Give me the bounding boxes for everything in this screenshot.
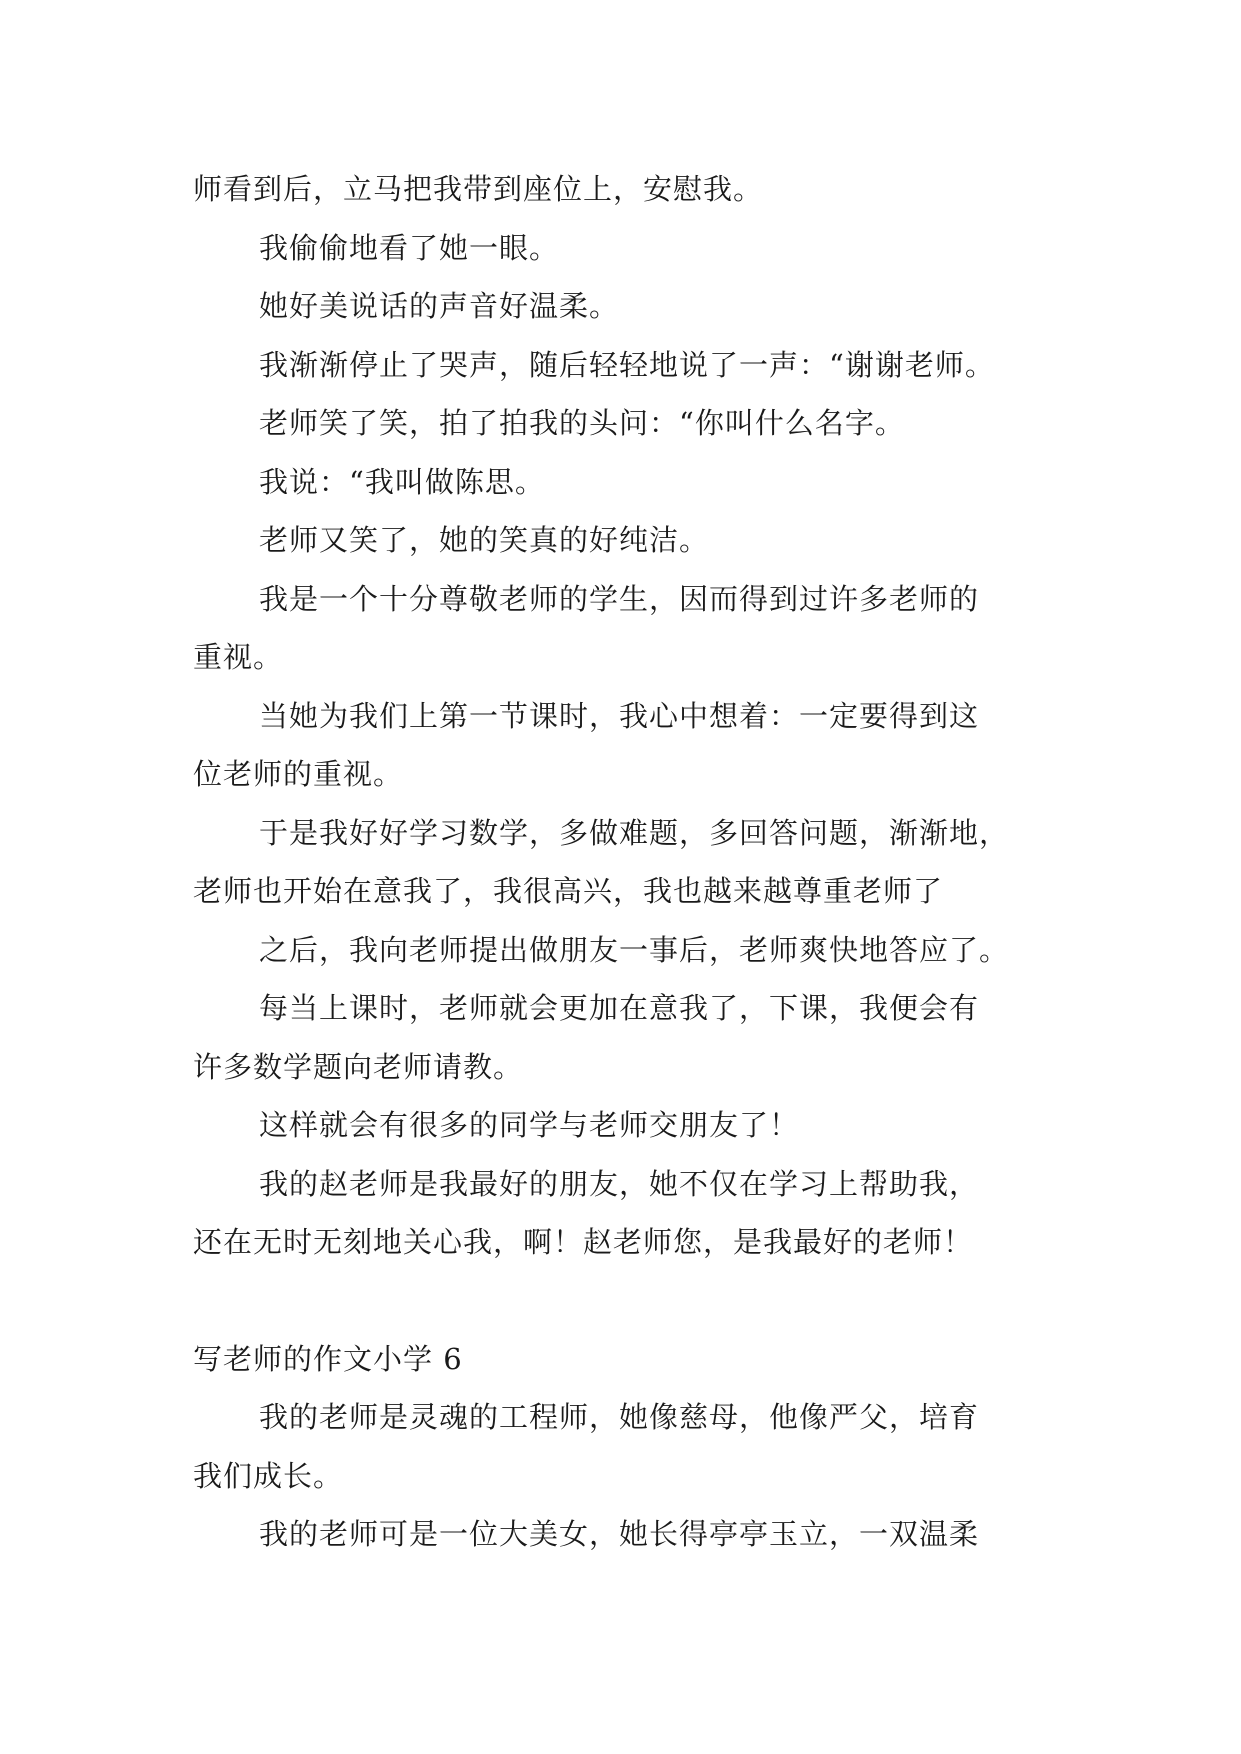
paragraph-line: 这样就会有很多的同学与老师交朋友了！ xyxy=(259,1108,800,1142)
paragraph-line: 我的老师是灵魂的工程师，她像慈母，他像严父，培育 xyxy=(259,1400,980,1434)
paragraph-line: 我渐渐停止了哭声，随后轻轻地说了一声：“谢谢老师。 xyxy=(259,347,995,382)
paragraph-line: 我的老师可是一位大美女，她长得亭亭玉立，一双温柔 xyxy=(259,1517,980,1551)
paragraph-line: 老师又笑了，她的笑真的好纯洁。 xyxy=(259,523,710,557)
essay-body xyxy=(193,160,1073,1564)
paragraph-line: 我是一个十分尊敬老师的学生，因而得到过许多老师的 xyxy=(259,581,980,616)
paragraph-line: 许多数学题向老师请教。 xyxy=(193,1049,524,1084)
section-heading: 写老师的作文小学 6 xyxy=(193,1341,463,1376)
paragraph-line: 我偷偷地看了她一眼。 xyxy=(259,230,560,265)
paragraph-line: 我的赵老师是我最好的朋友，她不仅在学习上帮助我， xyxy=(259,1166,980,1201)
paragraph-line: 每当上课时，老师就会更加在意我了，下课，我便会有 xyxy=(259,991,980,1025)
paragraph-line: 位老师的重视。 xyxy=(193,757,404,791)
paragraph-line: 当她为我们上第一节课时，我心中想着：一定要得到这 xyxy=(259,698,980,733)
paragraph-line: 于是我好好学习数学，多做难题，多回答问题，渐渐地， xyxy=(259,815,1010,850)
paragraph-line: 还在无时无刻地关心我，啊！赵老师您，是我最好的老师！ xyxy=(193,1225,974,1259)
paragraph-line: 她好美说话的声音好温柔。 xyxy=(259,289,620,323)
paragraph-line: 之后，我向老师提出做朋友一事后，老师爽快地答应了。 xyxy=(259,932,1010,967)
paragraph-line: 师看到后，立马把我带到座位上，安慰我。 xyxy=(193,172,764,206)
paragraph-line: 我说：“我叫做陈思。 xyxy=(259,464,545,499)
paragraph-line: 重视。 xyxy=(193,640,284,674)
paragraph-line: 我们成长。 xyxy=(193,1458,344,1493)
section-gap xyxy=(193,1272,1073,1330)
paragraph-line: 老师也开始在意我了，我很高兴，我也越来越尊重老师了 xyxy=(193,874,944,908)
paragraph-line: 老师笑了笑，拍了拍我的头问：“你叫什么名字。 xyxy=(259,406,905,440)
